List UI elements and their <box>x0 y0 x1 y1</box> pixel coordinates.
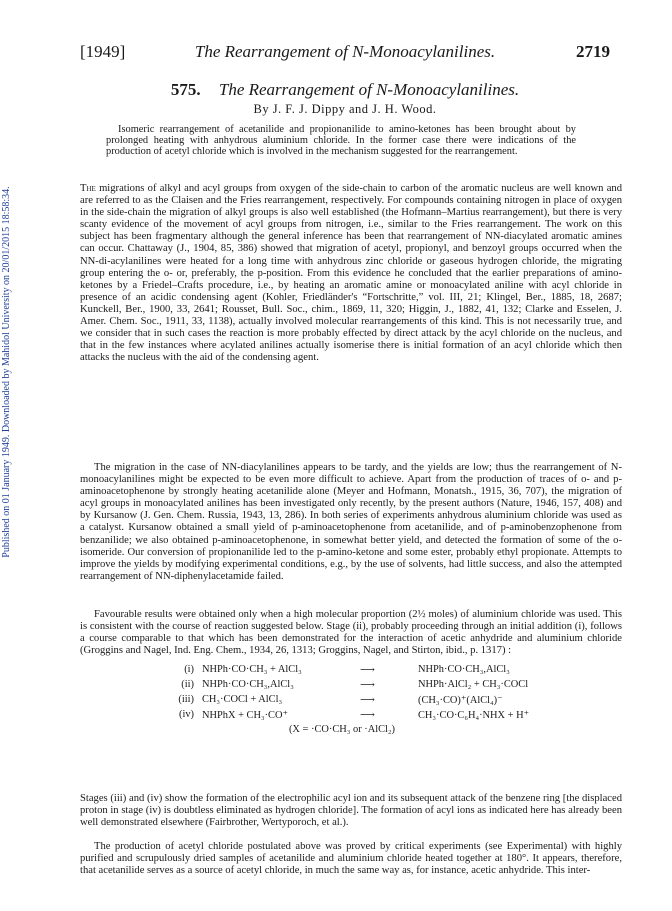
scheme-rhs: NHPh·AlCl₂ + CH₃·COCl <box>418 679 529 690</box>
scheme-lhs: NHPhX + CH₃·CO⁺ <box>202 710 288 721</box>
scheme-lhs: CH₃·COCl + AlCl₃ <box>202 694 283 705</box>
reaction-scheme <box>172 664 592 739</box>
scheme-rhs: NHPh·CO·CH₃,AlCl₃ <box>418 664 510 675</box>
scheme-lhs: NHPh·CO·CH₃,AlCl₃ <box>202 679 294 690</box>
scheme-label: (i) <box>184 664 194 675</box>
arrow-icon: ⟶ <box>360 680 375 691</box>
scheme-rhs: (CH₃·CO)⁺(AlCl₄)⁻ <box>418 695 503 706</box>
arrow-icon: ⟶ <box>360 710 375 721</box>
scheme-lhs: NHPh·CO·CH₃ + AlCl₃ <box>202 664 302 675</box>
header-title: The Rearrangement of N-Monoacylanilines. <box>194 42 496 61</box>
scheme-row <box>172 709 592 724</box>
arrow-icon: ⟶ <box>360 695 375 706</box>
paragraph-3: Favourable results were obtained only when a high molecular proportion (2½ moles) of aluminium chloride was used. This is consistent with the course of reaction suggested below. Stage (ii), probably proceeding through an initial addition (i), follows a course comparable to that which has been demonstrated for the interaction of acetic anhydride and aluminium chloride (Groggins and Nagel, Ind. Eng. Chem., 1934, 26, 1313; Groggins, Nagel, and Stirton, ibid., p. 1317) : <box>80 609 622 657</box>
authors: By J. F. J. Dippy and J. H. Wood. <box>253 102 437 116</box>
abstract: Isomeric rearrangement of acetanilide and propionanilide to amino-ketones has been brought about by prolonged heating with anhydrous aluminium chloride. In the former case there were indications of the production of acetyl chloride which is involved in the mechanism suggested for the rearrangement. <box>106 124 576 158</box>
page-number: 2719 <box>576 42 610 61</box>
paragraph-4: Stages (iii) and (iv) show the formation of the electrophilic acyl ion and its subsequent attack of the benzene ring [the displaced proton in stage (iv) is doubtless eliminated as hydrogen chloride]. The formation of acyl ions as indicated here has already been well demonstrated elsewhere (Fairbrother, Wertyporoch, et al.). <box>80 793 622 829</box>
download-notice[interactable]: Published on 01 January 1949. Downloaded by Mahidol University on 20/01/2015 18:58:34. <box>1 186 12 558</box>
scheme-note: (X = ·CO·CH₃ or ·AlCl₂) <box>288 724 396 735</box>
scheme-row <box>172 664 592 679</box>
scheme-note-row <box>172 724 592 739</box>
paragraph-1-lead: The <box>80 183 96 194</box>
arrow-icon: ⟶ <box>360 665 375 676</box>
paragraph-5: The production of acetyl chloride postulated above was proved by critical experiments (see Experimental) with highly purified and scrupulously dried samples of acetanilide and aluminium chloride heated together at 180°. It appears, therefore, that acetanilide serves as a source of acetyl chloride, in much the same way as, for instance, acetic anhydride. This inter- <box>80 841 622 877</box>
scheme-row <box>172 679 592 694</box>
scheme-row <box>172 694 592 709</box>
paragraph-1-text: migrations of alkyl and acyl groups from oxygen of the side-chain to carbon of the aromatic nucleus are well known and are referred to as the Claisen and the Fries rearrangement, respectively. For compounds containing nitrogen in place of oxygen in the side-chain the migration of alkyl groups is also well established (the Hofmann–Martius rearrangement), but there is very scanty evidence of the movement of acyl groups from nitrogen, i.e., similar to the Fries rearrangement. The work on this subject has been fragmentary although the general inference has been that rearrangement of NN-diacylated aromatic amines can occur. Chattaway (J., 1904, 85, 386) showed that migration of acetyl, propionyl, and benzoyl groups occurred when the NN-di-acylanilines were heated for a long time with anhydrous zinc chloride or gaseous hydrogen chloride, the migrating group entering the o- or, preferably, the p-position. From this evidence he concluded that the earlier preparations of amino-ketones by a Friedel–Crafts procedure, i.e., by heating an aromatic amine or monoacylated aniline with acyl chloride in presence of an acidic condensing agent (Kohler, Friedländer's “Fortschritte,” vol. III, 21; Klingel, Ber., 1885, 18, 2687; Kunckell, Ber., 1900, 33, 2641; Rousset, Bull. Soc., chim., 1869, 11, 320; Higgin, J., 1882, 41, 132; Clarke and Esselen, J. Amer. Chem. Soc., 1911, 33, 1138), actually involved molecular rearrangements of this kind. This is not necessarily true, and we consider that in such cases the reaction is more probably effected by direct attack by the acyl chloride on the nucleus, and that in the few instances where acylated anilines actually isomerise there is initial formation of an acyl chloride which then attacks the nucleus with the aid of the condensing agent. <box>80 183 622 364</box>
paragraph-1 <box>80 183 622 364</box>
scheme-label: (ii) <box>181 679 194 690</box>
header-year: [1949] <box>80 42 126 61</box>
scheme-rhs: CH₃·CO·C₆H₄·NHX + H⁺ <box>418 710 530 721</box>
scheme-label: (iii) <box>178 694 194 705</box>
article-title <box>80 80 610 100</box>
download-sidebar <box>0 168 16 578</box>
running-header <box>80 42 610 64</box>
article-title-text: The Rearrangement of N-Monoacylanilines. <box>218 80 520 99</box>
paragraph-2: The migration in the case of NN-diacylanilines appears to be tardy, and the yields are low; thus the rearrangement of N-monoacylanilines might be expected to be even more difficult to achieve. Apart from the production of traces of o- and p-aminoacetophenone by strongly heating acetanilide alone (Meyer and Hofmann, Monatsh., 1915, 36, 707), the migration of acyl groups in monoacylated anilines has been investigated only recently, by the present authors (Nature, 1946, 157, 408) and by Kursanow (J. Gen. Chem. Russia, 1943, 13, 286). In both series of experiments anhydrous aluminium chloride was used as a catalyst. Kursanow obtained a small yield of p-aminoacetophenone from acetanilide, and of p-aminobenzophenone from benzanilide; we also obtained p-aminoacetophenone, in somewhat better yield, and detected the formation of some of the o-isomeride. Our conversion of propionanilide led to the p-amino-ketone and some ester, probably ethyl propionate. Attempts to improve the yields by modifying experimental conditions, e.g., by the use of solvents, had little success, and also the attempted rearrangement of NN-diphenylacetamide failed. <box>80 462 622 582</box>
article-number: 575. <box>170 80 201 99</box>
scheme-label: (iv) <box>178 709 194 720</box>
